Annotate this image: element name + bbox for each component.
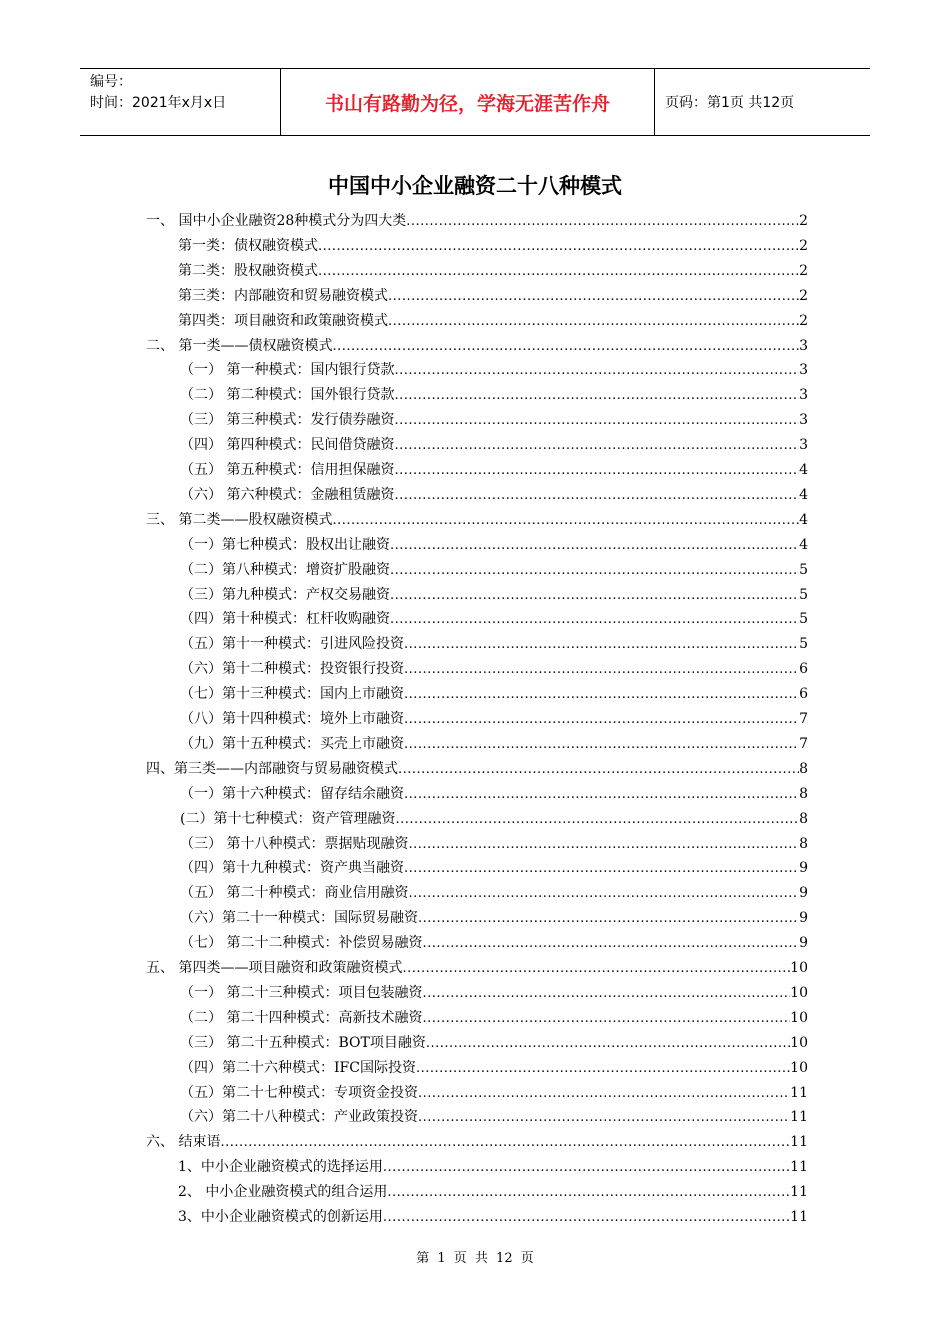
toc-entry[interactable]: [146, 508, 808, 533]
toc-entry-title: 第三类：内部融资和贸易融资模式: [178, 287, 388, 304]
toc-entry-page: 10: [790, 984, 808, 1001]
toc-entry-title: 1、中小企业融资模式的选择运用: [178, 1159, 383, 1176]
toc-entry-page: 11: [790, 1134, 808, 1151]
toc-entry-title: (二）第十七种模式：资产管理融资: [180, 810, 396, 827]
toc-entry-page: 9: [799, 885, 808, 902]
toc-entry-title: （五） 第二十种模式：商业信用融资: [180, 885, 409, 902]
toc-entry-page: 4: [799, 511, 808, 528]
toc-entry-page: 9: [799, 935, 808, 952]
header-motto: 书山有路勤为径，学海无涯苦作舟: [281, 69, 655, 135]
toc-entry-title: 第四类：项目融资和政策融资模式: [178, 312, 388, 329]
toc-entry-page: 11: [790, 1184, 808, 1201]
toc-leader-dots: [318, 259, 799, 284]
toc-entry[interactable]: [180, 782, 808, 807]
toc-leader-dots: [387, 1180, 790, 1205]
toc-entry[interactable]: [180, 607, 808, 632]
toc-entry[interactable]: [180, 483, 808, 508]
toc-entry[interactable]: [178, 234, 808, 259]
toc-entry-title: （六） 第六种模式：金融租赁融资: [180, 486, 395, 503]
toc-leader-dots: [390, 558, 799, 583]
toc-leader-dots: [394, 358, 799, 383]
toc-entry-title: （一）第七种模式：股权出让融资: [180, 536, 390, 553]
toc-entry[interactable]: [180, 1031, 808, 1056]
toc-entry-title: （四）第十九种模式：资产典当融资: [180, 860, 404, 877]
toc-leader-dots: [406, 209, 799, 234]
toc-leader-dots: [404, 707, 799, 732]
toc-leader-dots: [388, 309, 799, 334]
header-meta: [80, 69, 281, 135]
toc-leader-dots: [402, 956, 790, 981]
toc-entry-title: （三） 第二十五种模式：BOT项目融资: [180, 1034, 426, 1051]
toc-entry[interactable]: [180, 1105, 808, 1130]
toc-entry-title: （七） 第二十二种模式：补偿贸易融资: [180, 935, 423, 952]
toc-entry-page: 10: [790, 1059, 808, 1076]
toc-entry-page: 7: [799, 711, 808, 727]
toc-entry-title: 第二类：股权融资模式: [178, 262, 318, 279]
toc-entry-page: 3: [799, 412, 808, 429]
toc-entry-page: 5: [799, 561, 808, 578]
toc-entry-page: 11: [790, 1159, 808, 1176]
toc-entry-title: （四）第二十六种模式：IFC国际投资: [180, 1059, 416, 1076]
toc-entry[interactable]: [146, 209, 808, 234]
toc-entry-page: 2: [799, 312, 808, 329]
page-footer: 第 1 页 共 12 页: [416, 1251, 534, 1266]
toc-entry-title: （五）第二十七种模式：专项资金投资: [180, 1084, 418, 1101]
toc-entry-page: 5: [799, 611, 808, 628]
toc-leader-dots: [416, 1056, 790, 1081]
toc-entry-page: 11: [790, 1209, 808, 1225]
toc-entry-title: （二）第八种模式：增资扩股融资: [180, 561, 390, 578]
toc-entry[interactable]: [180, 433, 808, 458]
toc-leader-dots: [394, 458, 799, 483]
toc-entry-title: 3、中小企业融资模式的创新运用: [178, 1209, 383, 1225]
toc-entry-page: 6: [799, 661, 808, 678]
toc-entry[interactable]: [146, 1130, 808, 1155]
toc-entry[interactable]: [180, 558, 808, 583]
toc-leader-dots: [394, 483, 799, 508]
toc-leader-dots: [395, 807, 799, 832]
toc-entry-title: （一）第十六种模式：留存结余融资: [180, 785, 404, 802]
toc-entry[interactable]: [180, 707, 808, 732]
toc-leader-dots: [390, 583, 799, 608]
toc-entry-page: 5: [799, 636, 808, 653]
toc-entry[interactable]: [180, 981, 808, 1006]
toc-entry-page: 2: [799, 287, 808, 304]
toc-leader-dots: [394, 383, 799, 408]
toc-entry[interactable]: [146, 334, 808, 359]
toc-entry-title: 第一类：债权融资模式: [178, 237, 318, 254]
toc-entry-title: （三）第九种模式：产权交易融资: [180, 586, 390, 603]
serial-label: 编号：: [90, 74, 132, 90]
toc-entry-page: 7: [799, 735, 808, 752]
toc-leader-dots: [394, 433, 799, 458]
toc-entry-title: （三） 第三种模式：发行债券融资: [180, 412, 395, 429]
toc-entry[interactable]: [180, 832, 808, 857]
toc-entry[interactable]: [180, 1056, 808, 1081]
toc-entry[interactable]: [180, 682, 808, 707]
toc-entry[interactable]: [180, 807, 808, 832]
toc-entry-title: （四） 第四种模式：民间借贷融资: [180, 437, 395, 454]
toc-leader-dots: [220, 1130, 790, 1155]
toc-leader-dots: [422, 1006, 790, 1031]
toc-entry-title: （四）第十种模式：杠杆收购融资: [180, 611, 390, 628]
toc-entry-page: 8: [799, 785, 808, 802]
toc-entry[interactable]: [180, 856, 808, 881]
toc-entry[interactable]: [180, 383, 808, 408]
toc-entry-page: 3: [799, 362, 808, 379]
toc-entry[interactable]: [180, 583, 808, 608]
toc-entry[interactable]: [178, 259, 808, 284]
date-label: 时间：2021年x月x日: [90, 95, 227, 111]
toc-entry-title: （一） 第一种模式：国内银行贷款: [180, 362, 395, 379]
toc-entry-title: 五、 第四类——项目融资和政策融资模式: [146, 960, 403, 976]
toc-entry-title: （七）第十三种模式：国内上市融资: [180, 686, 404, 703]
toc-leader-dots: [418, 906, 799, 931]
toc-entry-page: 10: [790, 960, 808, 976]
header-page-info: 页码：第1页 共12页: [665, 95, 795, 111]
toc-entry-page: 5: [799, 586, 808, 603]
toc-entry-title: （六）第二十一种模式：国际贸易融资: [180, 910, 418, 927]
toc-leader-dots: [418, 1105, 790, 1130]
toc-leader-dots: [404, 657, 799, 682]
toc-entry[interactable]: [180, 408, 808, 433]
toc-leader-dots: [332, 508, 799, 533]
toc-entry-page: 8: [799, 835, 808, 852]
toc-entry[interactable]: [146, 956, 808, 981]
toc-leader-dots: [394, 408, 799, 433]
toc-leader-dots: [383, 1155, 790, 1180]
toc-entry[interactable]: [178, 1205, 808, 1230]
toc-entry-title: （五） 第五种模式：信用担保融资: [180, 462, 395, 478]
toc-entry-page: 4: [799, 486, 808, 503]
toc-leader-dots: [332, 334, 799, 359]
toc-entry[interactable]: [180, 931, 808, 956]
toc-entry-page: 9: [799, 860, 808, 877]
toc-entry-title: 三、 第二类——股权融资模式: [146, 511, 333, 528]
toc-entry-page: 9: [799, 910, 808, 927]
toc-entry-page: 10: [790, 1034, 808, 1051]
toc-entry-title: （六）第十二种模式：投资银行投资: [180, 661, 404, 678]
toc-entry-title: （三） 第十八种模式：票据贴现融资: [180, 835, 409, 852]
toc-entry-page: 3: [799, 437, 808, 454]
toc-entry-page: 8: [799, 810, 808, 827]
toc-entry-page: 10: [790, 1009, 808, 1026]
toc-leader-dots: [318, 234, 799, 259]
toc-leader-dots: [390, 533, 799, 558]
toc-entry-page: 11: [790, 1084, 808, 1101]
toc-leader-dots: [404, 782, 799, 807]
toc-entry-page: 2: [799, 237, 808, 254]
toc-entry-title: （二） 第二种模式：国外银行贷款: [180, 387, 395, 404]
toc-leader-dots: [422, 981, 790, 1006]
toc-leader-dots: [408, 832, 799, 857]
document-title: 中国中小企业融资二十八种模式: [328, 174, 622, 198]
toc-entry-title: （六）第二十八种模式：产业政策投资: [180, 1109, 418, 1126]
toc-entry-page: 6: [799, 686, 808, 703]
toc-entry[interactable]: [178, 309, 808, 334]
toc-leader-dots: [408, 881, 799, 906]
toc-leader-dots: [418, 1081, 790, 1106]
toc-entry[interactable]: [180, 732, 808, 757]
toc-entry-page: 3: [799, 337, 808, 354]
toc-entry-page: 4: [799, 462, 808, 478]
toc-leader-dots: [404, 732, 799, 757]
toc-entry-title: （九）第十五种模式：买壳上市融资: [180, 735, 404, 752]
toc-entry-page: 4: [799, 536, 808, 553]
toc-leader-dots: [404, 632, 799, 657]
toc-entry-title: 2、 中小企业融资模式的组合运用: [178, 1184, 388, 1201]
toc-leader-dots: [388, 284, 799, 309]
toc-entry-title: 一、 国中小企业融资28种模式分为四大类: [146, 213, 407, 229]
toc-entry[interactable]: [146, 757, 808, 782]
toc-entry-title: 二、 第一类——债权融资模式: [146, 337, 333, 354]
page-header: [80, 68, 870, 136]
toc-entry-title: （五）第十一种模式：引进风险投资: [180, 636, 404, 653]
toc-leader-dots: [390, 607, 799, 632]
toc-leader-dots: [398, 757, 799, 782]
toc-leader-dots: [404, 856, 799, 881]
toc-entry[interactable]: [180, 632, 808, 657]
toc-entry-title: 四、第三类——内部融资与贸易融资模式: [146, 760, 398, 777]
toc-entry-page: 2: [799, 262, 808, 279]
toc-entry-page: 3: [799, 387, 808, 404]
toc-entry-page: 2: [799, 213, 808, 229]
toc-entry[interactable]: [178, 1180, 808, 1205]
toc-entry[interactable]: [180, 533, 808, 558]
toc-entry-title: 六、 结束语: [146, 1134, 221, 1151]
toc-leader-dots: [383, 1205, 790, 1230]
toc-entry-page: 11: [790, 1109, 808, 1126]
toc-leader-dots: [404, 682, 799, 707]
toc-entry-page: 8: [799, 760, 808, 777]
toc-entry[interactable]: [180, 657, 808, 682]
toc-entry[interactable]: [180, 1006, 808, 1031]
toc-leader-dots: [422, 931, 799, 956]
toc-entry[interactable]: [180, 881, 808, 906]
toc-entry[interactable]: [180, 906, 808, 931]
toc-entry-title: （八）第十四种模式：境外上市融资: [180, 711, 404, 727]
toc-entry[interactable]: [180, 1081, 808, 1106]
toc-entry[interactable]: [178, 1155, 808, 1180]
toc-entry[interactable]: [180, 358, 808, 383]
toc-entry-title: （一） 第二十三种模式：项目包装融资: [180, 984, 423, 1001]
toc-leader-dots: [426, 1031, 790, 1056]
toc-entry[interactable]: [178, 284, 808, 309]
toc-entry-title: （二） 第二十四种模式：高新技术融资: [180, 1009, 423, 1026]
toc-entry[interactable]: [180, 458, 808, 483]
